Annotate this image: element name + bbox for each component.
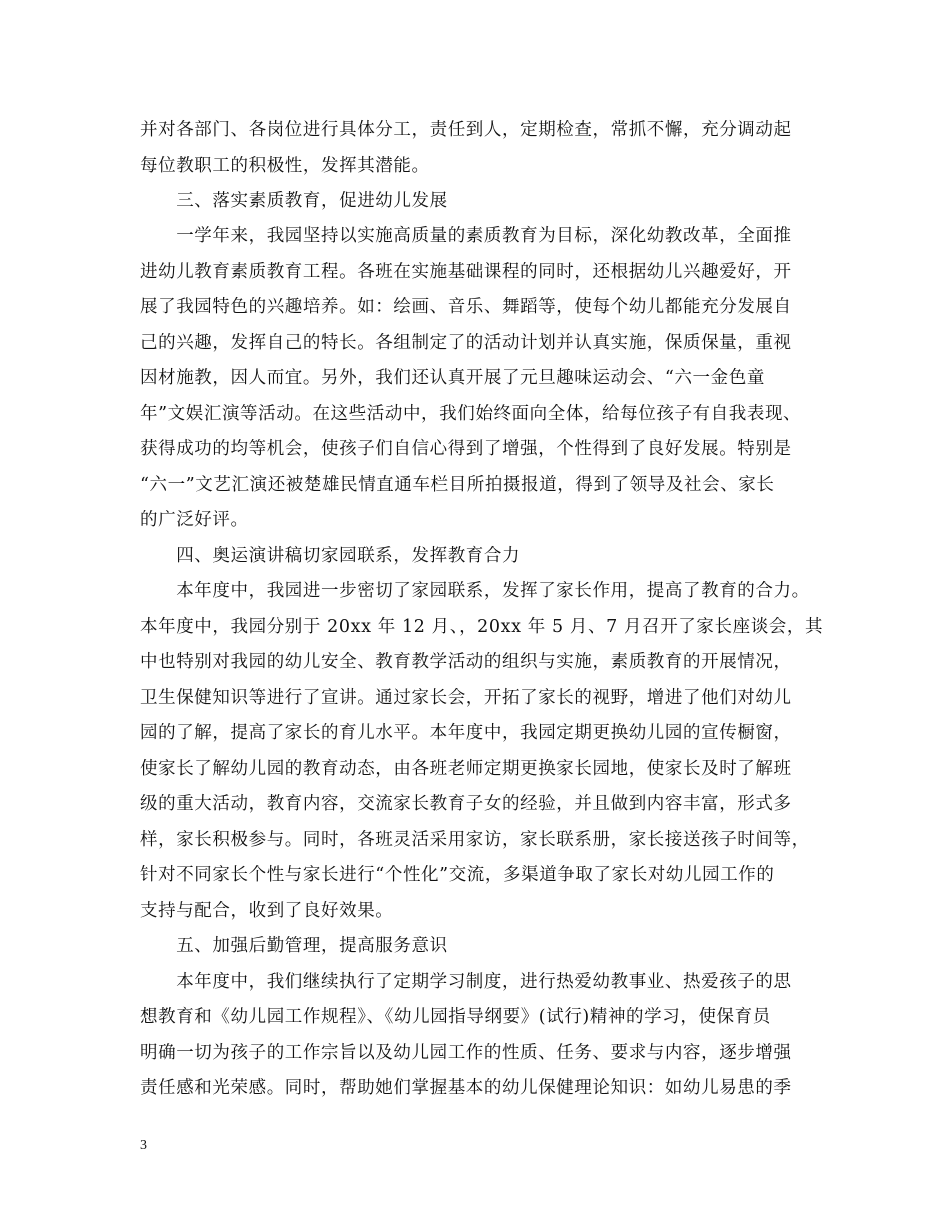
section-heading: 四、奥运演讲稿切家园联系，发挥教育合力 bbox=[140, 546, 521, 566]
page-number: 3 bbox=[140, 1138, 147, 1153]
text-line: 明确一切为孩子的工作宗旨以及幼儿园工作的性质、任务、要求与内容，逐步增强 bbox=[140, 1043, 792, 1063]
text-line: 展了我园特色的兴趣培养。如：绘画、音乐、舞蹈等，使每个幼儿都能充分发展自 bbox=[140, 297, 792, 317]
text-line: 中也特别对我园的幼儿安全、教育教学活动的组织与实施，素质教育的开展情况， bbox=[140, 652, 792, 672]
text-line: 园的了解，提高了家长的育儿水平。本年度中，我园定期更换幼儿园的宣传橱窗， bbox=[140, 723, 792, 743]
section-heading: 五、加强后勤管理，提高服务意识 bbox=[140, 936, 448, 956]
text-line: 进幼儿教育素质教育工程。各班在实施基础课程的同时，还根据幼儿兴趣爱好，开 bbox=[140, 262, 792, 282]
text-line: 因材施教，因人而宜。另外，我们还认真开展了元旦趣味运动会、“六一金色童 bbox=[140, 368, 765, 388]
text-line: 针对不同家长个性与家长进行“个性化”交流，多渠道争取了家长对幼儿园工作的 bbox=[140, 865, 775, 885]
text-line: 并对各部门、各岗位进行具体分工，责任到人，定期检查，常抓不懈，充分调动起 bbox=[140, 120, 792, 140]
text-line: 样，家长积极参与。同时，各班灵活采用家访，家长联系册，家长接送孩子时间等， bbox=[140, 830, 810, 850]
text-line: 责任感和光荣感。同时，帮助她们掌握基本的幼儿保健理论知识：如幼儿易患的季 bbox=[140, 1078, 792, 1098]
text-line: 己的兴趣，发挥自己的特长。各组制定了的活动计划并认真实施，保质保量，重视 bbox=[140, 333, 792, 353]
text-line: 本年度中，我园进一步密切了家园联系，发挥了家长作用，提高了教育的合力。 bbox=[140, 581, 810, 601]
text-line: “六一”文艺汇演还被楚雄民情直通车栏目所拍摄报道，得到了领导及社会、家长 bbox=[140, 475, 775, 495]
section-heading: 三、落实素质教育，促进幼儿发展 bbox=[140, 191, 448, 211]
text-line: 本年度中，我园分别于 20xx 年 12 月、，20xx 年 5 月、7 月召开了家长座谈会，其 bbox=[140, 617, 824, 637]
text-line: 每位教职工的积极性，发挥其潜能。 bbox=[140, 156, 430, 176]
text-line: 年”文娱汇演等活动。在这些活动中，我们始终面向全体，给每位孩子有自我表现、 bbox=[140, 404, 802, 424]
text-line: 卫生保健知识等进行了宣讲。通过家长会，开拓了家长的视野，增进了他们对幼儿 bbox=[140, 688, 792, 708]
text-line: 级的重大活动，教育内容，交流家长教育子女的经验，并且做到内容丰富，形式多 bbox=[140, 794, 792, 814]
text-line: 本年度中，我们继续执行了定期学习制度，进行热爱幼教事业、热爱孩子的思 bbox=[140, 972, 792, 992]
text-line: 使家长了解幼儿园的教育动态，由各班老师定期更换家长园地，使家长及时了解班 bbox=[140, 759, 792, 779]
text-line: 支持与配合，收到了良好效果。 bbox=[140, 901, 394, 921]
text-line: 的广泛好评。 bbox=[140, 510, 249, 530]
text-line: 一学年来，我园坚持以实施高质量的素质教育为目标，深化幼教改革，全面推 bbox=[140, 226, 792, 246]
text-line: 想教育和《幼儿园工作规程》、《幼儿园指导纲要》(试行)精神的学习，使保育员 bbox=[140, 1007, 771, 1027]
text-line: 获得成功的均等机会，使孩子们自信心得到了增强，个性得到了良好发展。特别是 bbox=[140, 439, 792, 459]
